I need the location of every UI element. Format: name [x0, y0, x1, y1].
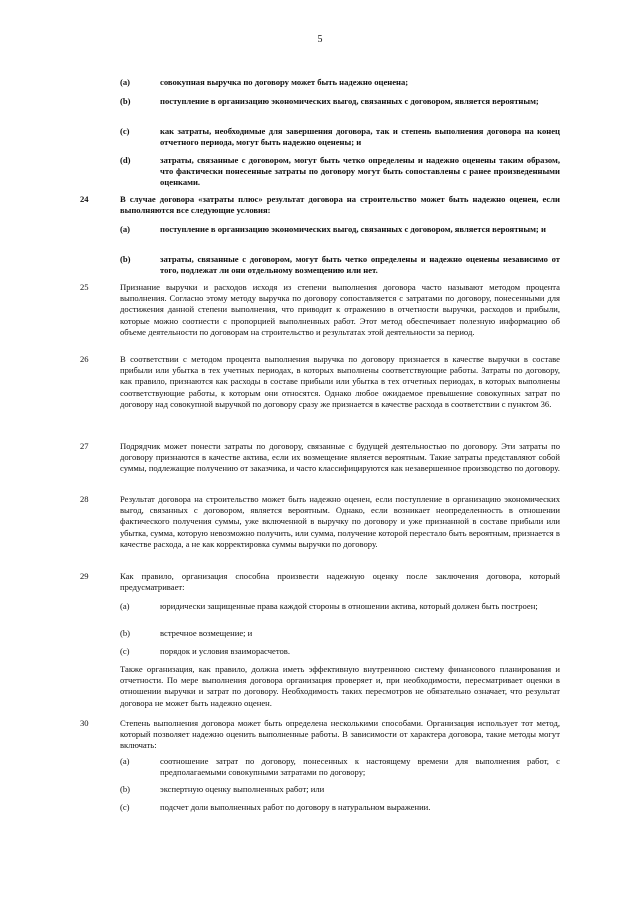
list-label: (c)	[120, 646, 130, 656]
paragraph-text: Признание выручки и расходов исходя из степени выполнения договора часто называют методом процента выполнения. Согласно этому методу выручка по договору сопоставляется с затратами по договору, понесенными для достижения данной степени выполнения, что приводит к отражению в отчетности выручки, расходов и прибыли, которые можно соотнести с пропорцией выполненных работ. Этот метод обеспечивает полезную информацию об объеме деятельности по договорам на строительство и результатах этой деятельности за период.	[120, 282, 560, 337]
list-item-text: как затраты, необходимые для завершения договора, так и степень выполнения договора на конец отчетного периода, могут быть надежно оценены; и	[160, 126, 560, 148]
paragraph-text: Степень выполнения договора может быть определена несколькими способами. Организация использует тот метод, который позволяет надежно оценить выполненные работы. В зависимости от характера договора, такие методы могут включать:	[120, 718, 560, 751]
list-item-text: порядок и условия взаиморасчетов.	[160, 646, 290, 656]
list-item-text: затраты, связанные с договором, могут быть четко определены и надежно оценены независимо от того, подлежат ли они отдельному возмещению или нет.	[160, 254, 560, 276]
paragraph-text: Также организация, как правило, должна иметь эффективную внутреннюю систему финансового планирования и отчетности. По мере выполнения договора организация проверяет и, при необходимости, пересматривает оценки в отношении выручки и затрат по договору. Необходимость таких пересмотров не обязательно означает, что результат договора не может быть надежно оценен.	[120, 664, 560, 708]
list-item-text: поступление в организацию экономических выгод, связанных с договором, является вероятным; и	[160, 224, 546, 234]
list-label: (b)	[120, 254, 131, 264]
list-label: (b)	[120, 96, 131, 106]
paragraph-number: 25	[80, 282, 89, 292]
paragraph-number: 28	[80, 494, 89, 504]
list-label: (a)	[120, 756, 130, 766]
list-label: (a)	[120, 77, 131, 87]
list-item-text: подсчет доли выполненных работ по договору в натуральном выражении.	[160, 802, 431, 812]
paragraph-text: В случае договора «затраты плюс» результат договора на строительство может быть надежно оценен, если выполняются все следующие условия:	[120, 194, 560, 216]
list-label: (b)	[120, 628, 131, 638]
list-item-text: экспертную оценку выполненных работ; или	[160, 784, 325, 794]
list-label: (c)	[120, 126, 130, 136]
paragraph-number: 24	[80, 194, 89, 204]
paragraph-text: В соответствии с методом процента выполнения выручка по договору признается в качестве выручки в составе прибыли или убытка в тех учетных периодах, в которых выполнены соответствующие работы. Затраты по договору, как правило, признаются как расходы в составе прибыли или убытка в тех отчетных периодах, в которых выполнены соответствующие работы, к которым они относятся. Однако любое ожидаемое превышение совокупных затрат по договору над совокупной выручкой по договору сразу же признается в качестве расхода в соответствии с пунктом 36.	[120, 354, 560, 409]
paragraph-text: Как правило, организация способна произвести надежную оценку после заключения договора, который предусматривает:	[120, 571, 560, 593]
list-item-text: юридически защищенные права каждой стороны в отношении актива, который должен быть построен;	[160, 601, 538, 611]
paragraph-number: 27	[80, 441, 89, 451]
paragraph-text: Результат договора на строительство может быть надежно оценен, если поступление в организацию экономических выгод, связанных с договором, является вероятным. Однако, если возникает неопределенность в отношении фактического получения суммы, уже включенной в выручку по договору и уже признанной в составе прибыли или убытка, сумма, которую невозможно получить, или сумма, получение которой перестало быть вероятным, признается в качестве расхода, а не как корректировка суммы выручки по договору.	[120, 494, 560, 549]
list-label: (d)	[120, 155, 131, 165]
paragraph-number: 26	[80, 354, 89, 364]
paragraph-number: 29	[80, 571, 89, 581]
list-label: (c)	[120, 802, 130, 812]
list-item-text: поступление в организацию экономических выгод, связанных с договором, является вероятным;	[160, 96, 539, 106]
list-label: (a)	[120, 601, 130, 611]
list-item-text: затраты, связанные с договором, могут быть четко определены и надежно оценены таким образом, что фактически понесенные затраты по договору могут быть сопоставлены с ранее произведенными оценками.	[160, 155, 560, 188]
list-label: (a)	[120, 224, 131, 234]
list-item-text: соотношение затрат по договору, понесенных к настоящему времени для выполнения работ, с предполагаемыми совокупными затратами по договору;	[160, 756, 560, 778]
list-item-text: встречное возмещение; и	[160, 628, 253, 638]
list-label: (b)	[120, 784, 131, 794]
page-number: 5	[317, 34, 323, 45]
paragraph-number: 30	[80, 718, 89, 728]
list-item-text: совокупная выручка по договору может быть надежно оценена;	[160, 77, 409, 87]
paragraph-text: Подрядчик может понести затраты по договору, связанные с будущей деятельностью по договору. Эти затраты по договору признаются в качестве актива, если их возмещение является вероятным. Такие затраты представляют собой суммы, подлежащие получению от заказчика, и часто классифицируются как незавершенное производство по договору.	[120, 441, 560, 474]
